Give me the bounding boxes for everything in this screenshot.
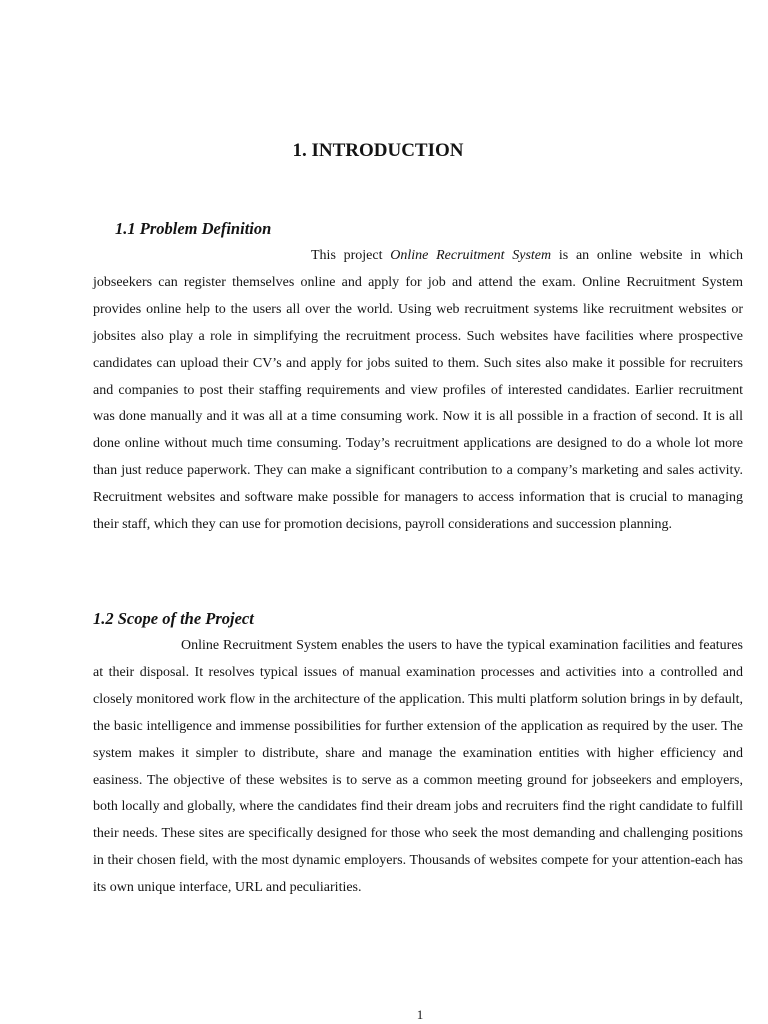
chapter-title: 1. INTRODUCTION xyxy=(292,140,464,161)
problem-definition-paragraph xyxy=(93,243,743,539)
paragraph-text-body: is an online website in which jobseekers can register themselves online and apply for job and attend the exam. Online Recruitment System provides online help to the users all over the world. Using web recruitment systems like recruitment websites or jobsites also play a role in simplifying the recruitment process. Such websites have facilities where prospective candidates can upload their CV’s and apply for jobs suited to them. Such sites also make it possible for recruiters and companies to post their staffing requirements and view profiles of interested candidates. Earlier recruitment was done manually and it was all at a time consuming work. Now it is all possible in a fraction of second. It is all done online without much time consuming. Today’s recruitment applications are designed to do a whole lot more than just reduce paperwork. They can make a significant contribution to a company’s marketing and sales activity. Recruitment websites and software make possible for managers to access information that is crucial to managing their staff, which they can use for promotion decisions, payroll considerations and succession planning. xyxy=(93,248,743,533)
paragraph-text-lead: This project xyxy=(311,248,391,263)
scope-paragraph: Online Recruitment System enables the users to have the typical examination facilities and features at their disposal. It resolves typical issues of manual examination processes and activities into a controlled and closely monitored work flow in the architecture of the application. This multi platform solution brings in by default, the basic intelligence and immense possibilities for further extension of the application as required by the user. The system makes it simpler to distribute, share and manage the examination entities with higher efficiency and easiness. The objective of these websites is to serve as a common meeting ground for jobseekers and employers, both locally and globally, where the candidates find their dream jobs and recruiters find the right candidate to fulfill their needs. These sites are specifically designed for those who seek the most demanding and challenging positions in their chosen field, with the most dynamic employers. Thousands of websites compete for your attention-each has its own unique interface, URL and peculiarities. xyxy=(93,638,743,896)
section-heading-scope-of-project: 1.2 Scope of the Project xyxy=(93,609,254,628)
section-heading-problem-definition: 1.1 Problem Definition xyxy=(115,219,272,238)
page-number: 1 xyxy=(416,1007,424,1022)
project-name-italic: Online Recruitment System xyxy=(390,248,552,263)
